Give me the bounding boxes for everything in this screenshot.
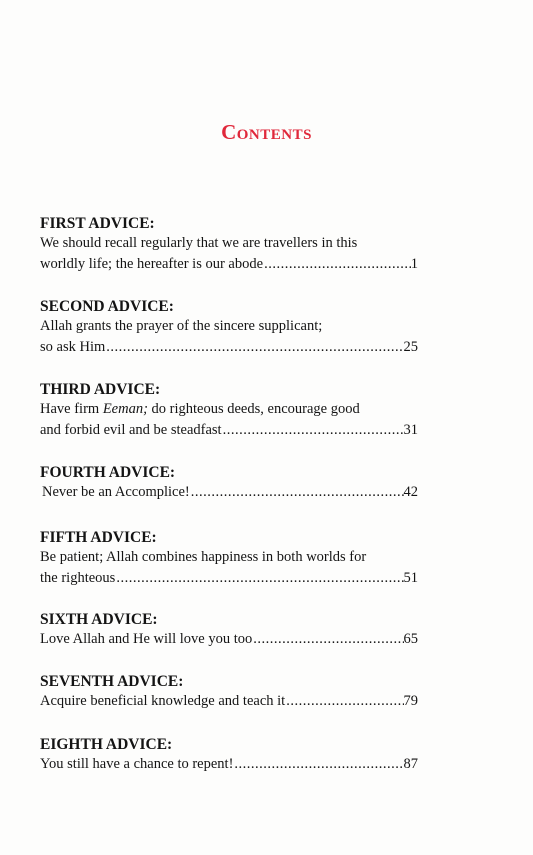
entry-heading: SECOND ADVICE:: [40, 298, 174, 315]
dot-leader: [285, 691, 403, 712]
entry-emphasis: Eeman;: [102, 401, 148, 417]
dot-leader: [222, 420, 404, 441]
entry-text: do righteous deeds, encourage good: [147, 401, 360, 417]
toc-entry-third-advice[interactable]: [40, 380, 418, 441]
entry-description: so ask Him: [40, 339, 106, 355]
entry-heading: SIXTH ADVICE:: [40, 611, 158, 628]
entry-description: worldly life; the hereafter is our abode: [40, 256, 264, 272]
entry-leader-line: [40, 691, 418, 712]
toc-entry-first-advice[interactable]: [40, 214, 418, 275]
page-number: 1: [410, 256, 418, 272]
toc-entry-sixth-advice[interactable]: [40, 610, 418, 650]
entry-heading: FOURTH ADVICE:: [40, 464, 176, 481]
entry-leader-line: [40, 568, 418, 589]
entry-description: We should recall regularly that we are travellers in this: [40, 235, 358, 251]
entry-heading: FIRST ADVICE:: [40, 215, 155, 232]
page-number: 25: [403, 339, 418, 355]
entry-description: Love Allah and He will love you too: [40, 631, 253, 647]
entry-description: Be patient; Allah combines happiness in both worlds for: [40, 549, 367, 565]
entry-leader-line: [40, 254, 418, 275]
toc-entry-fifth-advice[interactable]: [40, 528, 418, 589]
dot-leader: [115, 568, 403, 589]
dot-leader: [252, 629, 403, 650]
dot-leader: [263, 254, 411, 275]
entry-heading: FIFTH ADVICE:: [40, 529, 157, 546]
entry-description: and forbid evil and be steadfast: [40, 422, 222, 438]
entry-leader-line: [40, 754, 418, 775]
page-number: 79: [403, 693, 418, 709]
page-number: 42: [403, 484, 418, 500]
entry-heading: EIGHTH ADVICE:: [40, 736, 173, 753]
entry-description: You still have a chance to repent!: [40, 756, 234, 772]
dot-leader: [233, 754, 403, 775]
entry-description: Never be an Accomplice!: [42, 484, 190, 500]
entry-heading: THIRD ADVICE:: [40, 381, 161, 398]
dot-leader: [105, 337, 403, 358]
page-number: 87: [403, 756, 418, 772]
dot-leader: [190, 482, 404, 503]
entry-description: Acquire beneficial knowledge and teach it: [40, 693, 286, 709]
toc-entry-seventh-advice[interactable]: [40, 672, 418, 712]
entry-leader-line: [40, 482, 418, 503]
entry-text: Have firm: [40, 401, 103, 417]
entry-heading: SEVENTH ADVICE:: [40, 673, 184, 690]
entry-leader-line: [40, 629, 418, 650]
entry-description: [40, 399, 418, 420]
toc-entry-eighth-advice[interactable]: [40, 735, 418, 775]
page-number: 31: [403, 422, 418, 438]
page-number: 65: [403, 631, 418, 647]
page-title: Contents: [221, 120, 312, 144]
toc-entry-fourth-advice[interactable]: [40, 463, 418, 503]
entry-description: the righteous: [40, 570, 116, 586]
entry-leader-line: [40, 337, 418, 358]
entry-leader-line: [40, 420, 418, 441]
toc-entry-second-advice[interactable]: [40, 297, 418, 358]
entry-description: Allah grants the prayer of the sincere supplicant;: [40, 318, 323, 334]
page-number: 51: [403, 570, 418, 586]
